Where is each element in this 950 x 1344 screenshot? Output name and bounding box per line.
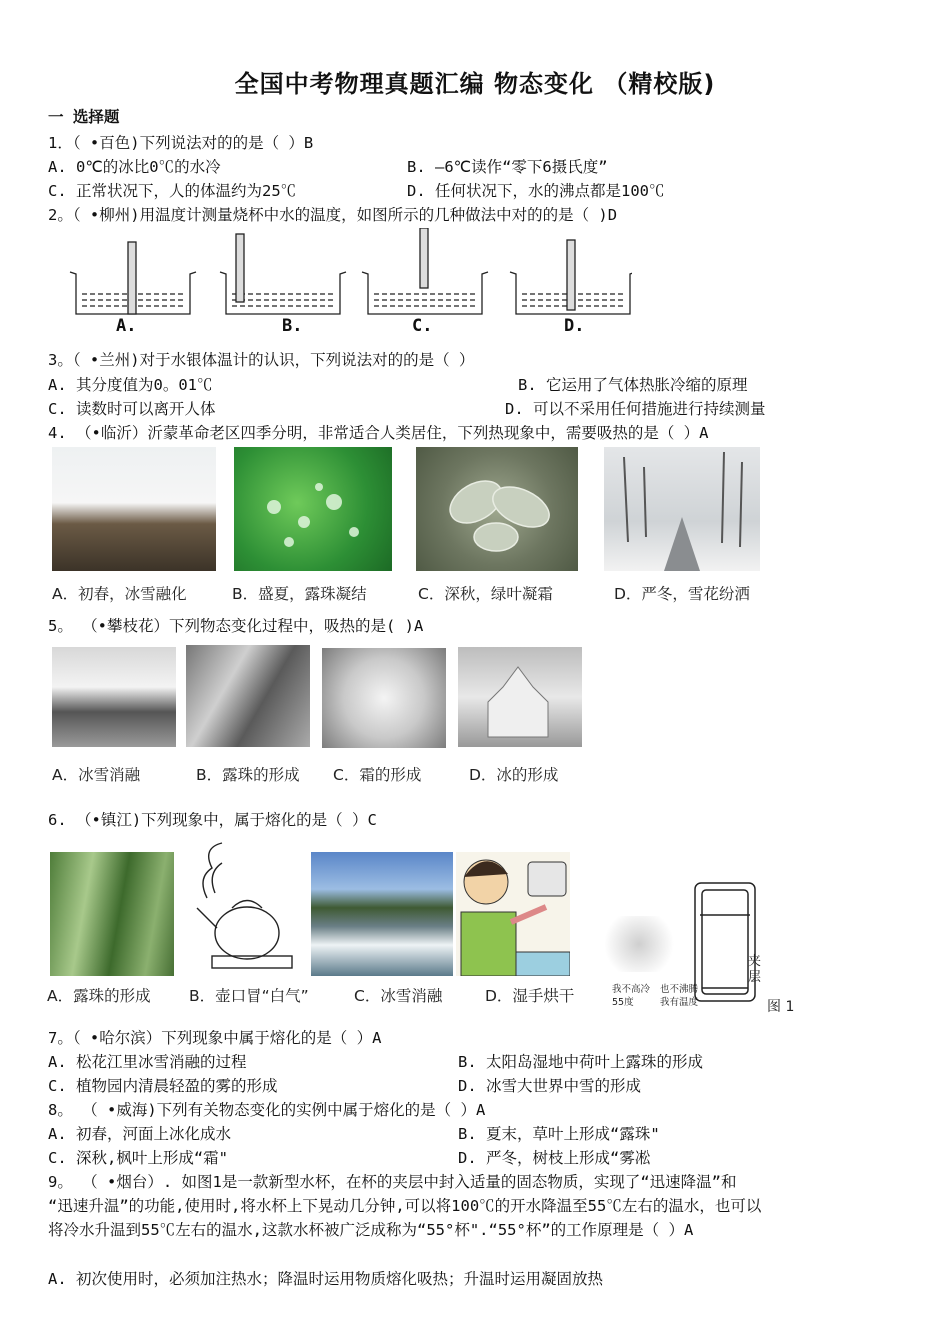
q2-thermometer-figure — [62, 228, 632, 338]
q6-caption-c: C．冰雪消融 — [354, 987, 443, 1005]
q4-caption-a: A．初春，冰雪融化 — [52, 585, 187, 603]
q6-caption-b: B．壶口冒“白气” — [189, 987, 309, 1005]
river-ice-photo — [311, 852, 453, 976]
q2-stem: 2。（ •柳州)用温度计测量烧杯中水的温度，如图所示的几种做法中对的的是（ )D — [48, 206, 618, 224]
q5-caption-a: A．冰雪消融 — [52, 766, 141, 784]
q2-label-b: B. — [282, 316, 303, 336]
q1-option-d: D. 任何状况下，水的沸点都是100℃ — [407, 182, 665, 200]
cup-splash-image — [598, 916, 680, 972]
q3-option-c: C. 读数时可以离开人体 — [48, 400, 216, 418]
snowfall-photo — [604, 447, 760, 571]
q2-label-a: A. — [116, 316, 137, 336]
layer-label: 夹 层 — [748, 954, 762, 985]
frost-photo — [322, 648, 446, 748]
q9-line-1: 9。 （ •烟台）. 如图1是一款新型水杯，在杯的夹层中封入适量的固态物质，实现了“迅速降温”和 — [48, 1173, 737, 1191]
q3-stem: 3。（ •兰州)对于水银体温计的认识，下列说法对的的是（ ） — [48, 351, 475, 369]
ice-melt-photo — [52, 647, 176, 747]
q8-option-b: B. 夏末，草叶上形成“露珠" — [458, 1125, 660, 1143]
q8-option-a: A. 初春，河面上冰化成水 — [48, 1125, 231, 1143]
q9-line-2: “迅速升温”的功能,使用时,将水杯上下晃动几分钟,可以将100℃的开水降温至55℃左右的温水，也可以 — [48, 1197, 762, 1215]
q3-option-a: A. 其分度值为0。01℃ — [48, 376, 213, 394]
q4-caption-d: D．严冬，雪花纷洒 — [614, 585, 750, 603]
q1-option-c: C. 正常状况下，人的体温约为25℃ — [48, 182, 297, 200]
melting-ice-photo — [52, 447, 216, 571]
q4-caption-c: C．深秋，绿叶凝霜 — [418, 585, 553, 603]
q3-option-d: D. 可以不采用任何措施进行持续测量 — [505, 400, 766, 418]
q7-stem: 7。（ •哈尔滨）下列现象中属于熔化的是（ ）A — [48, 1029, 382, 1047]
dew-grass-photo-2 — [50, 852, 174, 976]
cup-text-left: 我不高冷 55度 — [612, 984, 651, 1008]
dew-leaf-photo — [234, 447, 392, 571]
q4-caption-b: B．盛夏，露珠凝结 — [232, 585, 367, 603]
q2-label-c: C. — [412, 316, 433, 336]
q8-option-c: C. 深秋,枫叶上形成“霜" — [48, 1149, 228, 1167]
q6-caption-a: A．露珠的形成 — [47, 987, 151, 1005]
q7-option-b: B. 太阳岛湿地中荷叶上露珠的形成 — [458, 1053, 703, 1071]
q1-option-b: B. —6℃读作“零下6摄氏度” — [407, 158, 608, 176]
q1-stem: 1．（ •百色)下列说法对的的是（ ）B — [48, 134, 314, 152]
q7-option-d: D. 冰雪大世界中雪的形成 — [458, 1077, 641, 1095]
q5-caption-c: C．霜的形成 — [333, 766, 422, 784]
cup-text-right: 也不沸腾 我有温度 — [660, 984, 699, 1008]
section-heading: 一 选择题 — [48, 108, 120, 126]
q5-caption-b: B．露珠的形成 — [196, 766, 300, 784]
q2-label-d: D. — [564, 316, 585, 336]
ice-sculpture-photo — [458, 647, 582, 747]
figure-1-label: 图 1 — [767, 999, 795, 1015]
frost-leaf-photo — [416, 447, 578, 571]
dew-grass-photo — [186, 645, 310, 747]
q1-option-a: A. 0℃的冰比0℃的水冷 — [48, 158, 221, 176]
q3-option-b: B. 它运用了气体热胀冷缩的原理 — [518, 376, 748, 394]
q5-stem: 5。 （•攀枝花）下列物态变化过程中，吸热的是( )A — [48, 617, 424, 635]
hand-dryer-drawing — [456, 852, 570, 976]
q9-option-a: A. 初次使用时，必须加注热水；降温时运用物质熔化吸热；升温时运用凝固放热 — [48, 1270, 603, 1288]
q7-option-a: A. 松花江里冰雪消融的过程 — [48, 1053, 247, 1071]
q6-caption-d: D．湿手烘干 — [485, 987, 575, 1005]
cup-cross-section-diagram — [690, 880, 760, 1005]
q4-stem: 4. （•临沂）沂蒙革命老区四季分明，非常适合人类居住，下列热现象中，需要吸热的是（ ）A — [48, 424, 709, 442]
q8-stem: 8。 （ •威海)下列有关物态变化的实例中属于熔化的是（ ）A — [48, 1101, 486, 1119]
q5-caption-d: D．冰的形成 — [469, 766, 559, 784]
page-title: 全国中考物理真题汇编 物态变化 （精校版) — [234, 70, 716, 98]
q7-option-c: C. 植物园内清晨轻盈的雾的形成 — [48, 1077, 278, 1095]
q8-option-d: D. 严冬，树枝上形成“雾凇 — [458, 1149, 651, 1167]
kettle-drawing — [177, 838, 307, 978]
q9-line-3: 将冷水升温到55℃左右的温水,这款水杯被广泛成称为“55°杯".“55°杯”的工作原理是（ ）A — [48, 1221, 694, 1239]
q6-stem: 6. （•镇江)下列现象中，属于熔化的是（ ）C — [48, 811, 377, 829]
